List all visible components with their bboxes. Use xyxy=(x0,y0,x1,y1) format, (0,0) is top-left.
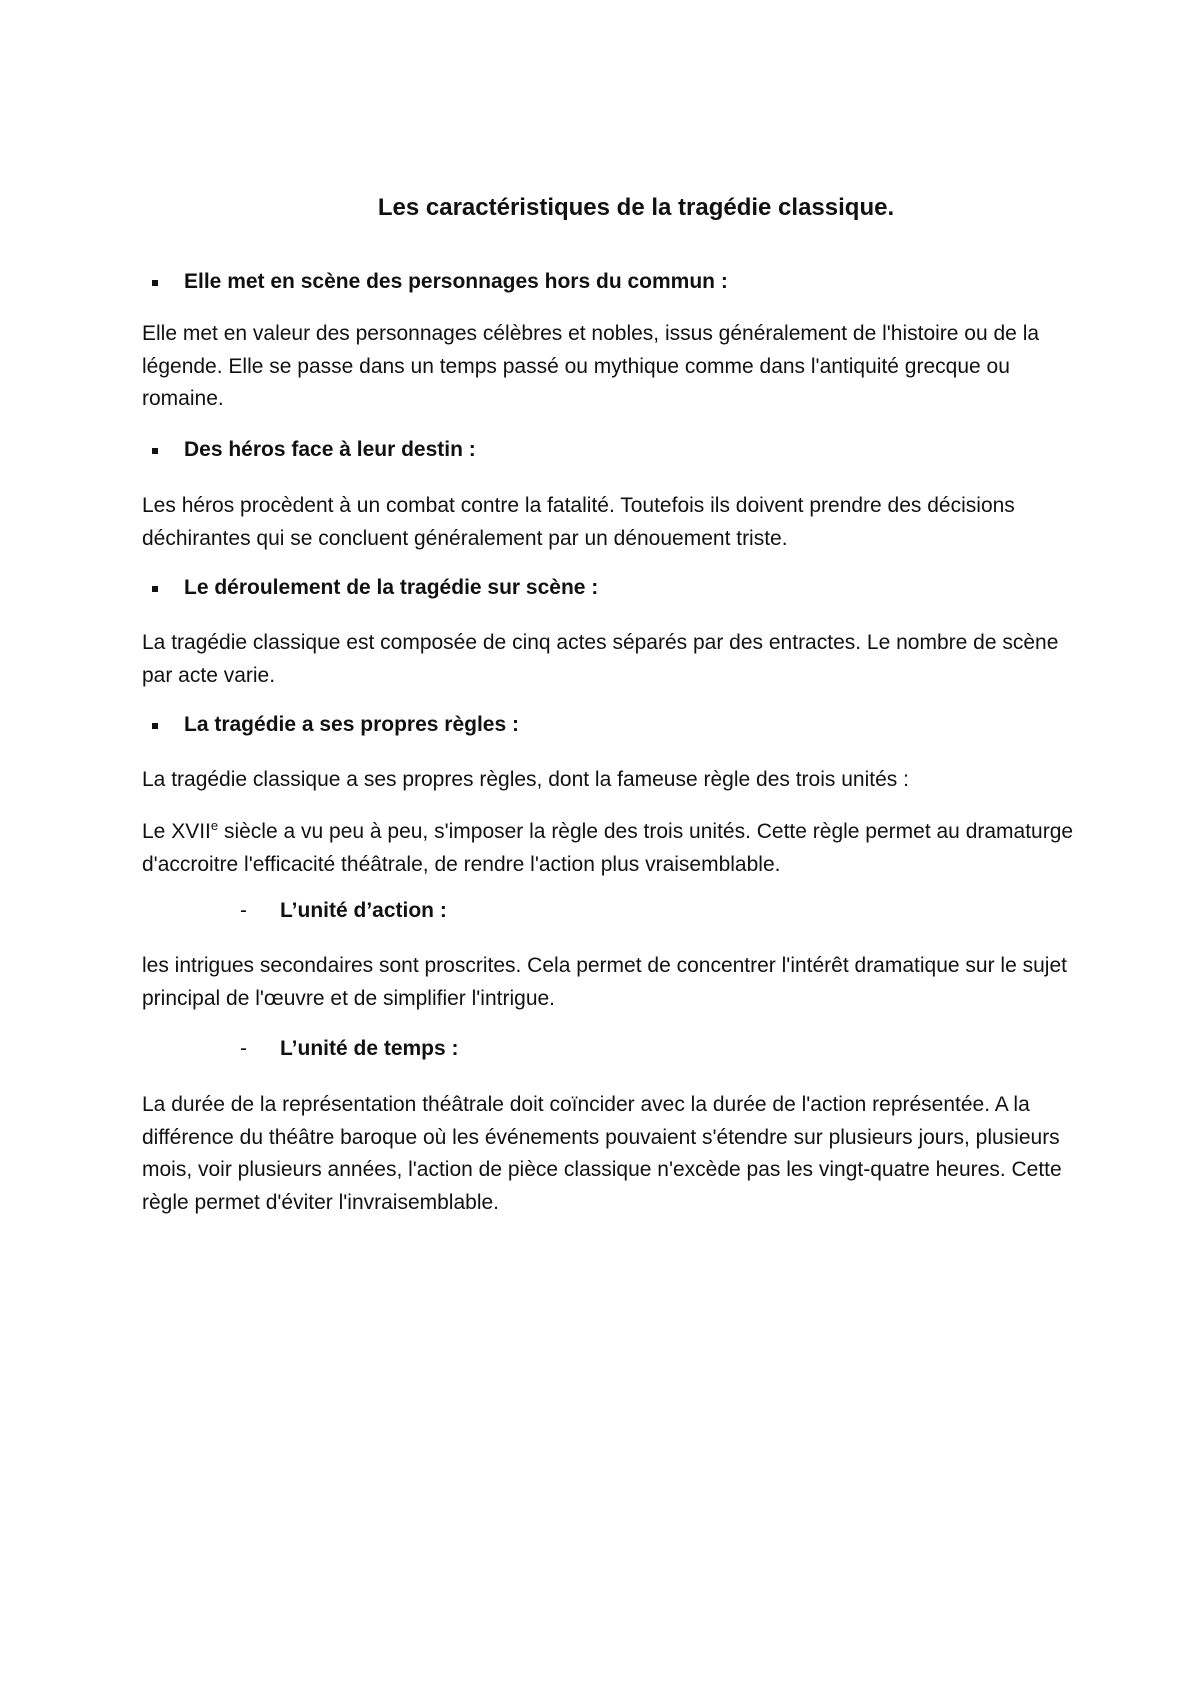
subsection-heading-1 xyxy=(240,897,447,925)
paragraph-text xyxy=(142,816,1082,881)
section-heading-3 xyxy=(184,574,598,602)
paragraph-text: La durée de la représentation théâtrale doit coïncider avec la durée de l'action représentée. A la différence du théâtre baroque où les événements pouvaient s'étendre sur plusieurs jours, plusieurs mois, voir plusieurs années, l'action de pièce classique n'excède pas les vingt-quatre heures. Cette règle permet d'éviter l'invraisemblable. xyxy=(142,1093,1062,1214)
rule-text-end: siècle a vu peu à peu, s'imposer la règle des trois unités. Cette règle permet au dramaturge d'accroitre l'efficacité théâtrale, de rendre l'action plus vraisemblable. xyxy=(142,820,1074,876)
section-heading-text: Des héros face à leur destin : xyxy=(184,438,476,461)
paragraph-text: La tragédie classique a ses propres règles, dont la fameuse règle des trois unités : xyxy=(142,768,909,791)
subsection-paragraph-2 xyxy=(142,1089,1082,1219)
paragraph-text: les intrigues secondaires sont proscrites. Cela permet de concentrer l'intérêt dramatique sur le sujet principal de l'œuvre et de simplifier l'intrigue. xyxy=(142,954,1067,1010)
subsection-heading-2 xyxy=(240,1035,459,1063)
section-heading-2 xyxy=(184,436,476,464)
section-heading-text: Le déroulement de la tragédie sur scène : xyxy=(184,576,599,599)
rule-paragraph xyxy=(142,816,1082,881)
section-paragraph-2 xyxy=(142,490,1082,555)
document-title: Les caractéristiques de la tragédie classique. xyxy=(377,194,895,221)
dash-marker: - xyxy=(240,899,247,922)
subsection-heading-text: L’unité de temps : xyxy=(280,1037,459,1060)
section-heading-text: La tragédie a ses propres règles : xyxy=(184,713,519,736)
rule-text-start: Le XVII xyxy=(142,820,211,843)
paragraph-text: Elle met en valeur des personnages célèbres et nobles, issus généralement de l'histoire ou de la légende. Elle se passe dans un temps passé ou mythique comme dans l'antiquité grecque ou romaine. xyxy=(142,322,1040,410)
section-heading-1 xyxy=(184,268,728,296)
section-paragraph-3 xyxy=(142,627,1082,692)
section-heading-4 xyxy=(184,711,519,739)
paragraph-text: Les héros procèdent à un combat contre la fatalité. Toutefois ils doivent prendre des décisions déchirantes qui se concluent généralement par un dénouement triste. xyxy=(142,494,1015,550)
dash-marker: - xyxy=(240,1037,247,1060)
section-paragraph-1 xyxy=(142,318,1082,416)
subsection-paragraph-1 xyxy=(142,950,1082,1015)
century-superscript: e xyxy=(210,818,219,833)
paragraph-text: La tragédie classique est composée de cinq actes séparés par des entractes. Le nombre de scène par acte varie. xyxy=(142,631,1059,687)
section-paragraph-4 xyxy=(142,764,1082,797)
section-heading-text: Elle met en scène des personnages hors du commun : xyxy=(184,270,728,293)
subsection-heading-text: L’unité d’action : xyxy=(280,899,447,922)
